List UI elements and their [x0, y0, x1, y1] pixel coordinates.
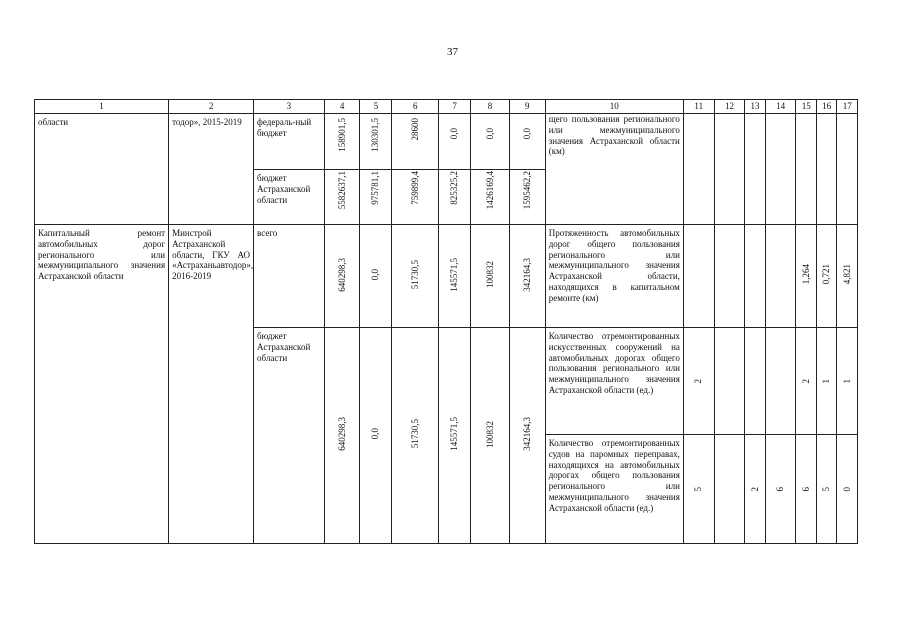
- vertical-value: 0: [841, 487, 852, 492]
- vertical-value: 5: [821, 487, 832, 492]
- vertical-value: 759899,4: [409, 171, 420, 205]
- header-cell: 2: [169, 100, 254, 114]
- vertical-value: 0,0: [370, 428, 381, 440]
- target-cell: [683, 328, 714, 435]
- empty-cell: [837, 114, 858, 225]
- target-cell: [816, 435, 836, 544]
- value-cell: [471, 225, 510, 328]
- header-cell: 9: [509, 100, 545, 114]
- vertical-value: 2: [693, 379, 704, 384]
- value-cell: [324, 114, 360, 170]
- target-cell: [765, 435, 796, 544]
- vertical-value: 100832: [484, 261, 495, 289]
- target-cell: [816, 225, 836, 328]
- header-row: [35, 100, 858, 114]
- vertical-value: 130301,5: [370, 118, 381, 152]
- value-cell: [360, 114, 392, 170]
- row1-col2: тодор», 2015-2019: [169, 114, 254, 225]
- header-cell: 6: [392, 100, 439, 114]
- empty-cell: [745, 328, 765, 435]
- vertical-value: 0,0: [484, 128, 495, 140]
- value-cell: [392, 328, 439, 544]
- empty-cell: [765, 225, 796, 328]
- header-cell: 16: [816, 100, 836, 114]
- empty-cell: [796, 114, 816, 225]
- target-cell: [816, 328, 836, 435]
- value-cell: [509, 170, 545, 225]
- empty-cell: [745, 114, 765, 225]
- header-cell: 11: [683, 100, 714, 114]
- vertical-value: 825325,2: [449, 171, 460, 205]
- empty-cell: [765, 328, 796, 435]
- empty-cell: [816, 114, 836, 225]
- header-cell: 8: [471, 100, 510, 114]
- row1-indicator: щего пользования регионального или межмуниципального значения Астраханской области (км): [545, 114, 683, 225]
- vertical-value: 2: [749, 487, 760, 492]
- vertical-value: 0,0: [449, 128, 460, 140]
- vertical-value: 100832: [484, 420, 495, 448]
- fed-source: федераль-ный бюджет: [254, 114, 325, 170]
- target-cell: [796, 328, 816, 435]
- value-cell: [509, 225, 545, 328]
- vertical-value: 342164,3: [521, 417, 532, 451]
- program-table: [34, 99, 858, 544]
- vertical-value: 1595462,2: [521, 171, 532, 210]
- empty-cell: [714, 225, 745, 328]
- target-cell: [796, 435, 816, 544]
- empty-cell: [765, 114, 796, 225]
- row2-col1: Капитальный ремонт автомобильных дорог регионального или межмуниципального значения Астраханской области: [35, 225, 169, 544]
- empty-cell: [714, 328, 745, 435]
- vertical-value: 51730,5: [409, 259, 420, 290]
- reg-source: бюджет Астраханской области: [254, 170, 325, 225]
- value-cell: [360, 225, 392, 328]
- value-cell: [439, 170, 471, 225]
- empty-cell: [714, 114, 745, 225]
- empty-cell: [683, 114, 714, 225]
- value-cell: [392, 170, 439, 225]
- vertical-value: 145571,5: [449, 417, 460, 451]
- vertical-value: 1: [841, 379, 852, 384]
- empty-cell: [683, 225, 714, 328]
- vertical-value: 2: [800, 379, 811, 384]
- value-cell: [360, 170, 392, 225]
- target-cell: [683, 435, 714, 544]
- header-cell: 12: [714, 100, 745, 114]
- row2-col2: Минстрой Астраханской области, ГКУ АО «Астраханьавтодор», 2016-2019: [169, 225, 254, 544]
- row2-total: [35, 225, 858, 328]
- vertical-value: 5582637,1: [336, 171, 347, 210]
- value-cell: [471, 114, 510, 170]
- value-cell: [509, 328, 545, 544]
- vertical-value: 1426169,4: [484, 171, 495, 210]
- vertical-value: 6: [800, 487, 811, 492]
- header-cell: 3: [254, 100, 325, 114]
- vertical-value: 0,0: [521, 128, 532, 140]
- empty-cell: [714, 435, 745, 544]
- value-cell: [439, 225, 471, 328]
- value-cell: [360, 328, 392, 544]
- indicator-length: Протяженность автомобильных дорог общего пользования регионального или межмуниципального значения Астраханской области, находящихся в капитальном ремонте (км): [545, 225, 683, 328]
- empty-cell: [745, 225, 765, 328]
- indicator-ferries: Количество отремонтированных судов на паромных переправах, находящихся на автомобильных дорогах общего пользования регионального или межмуниципального значения Астраханской области (ед.): [545, 435, 683, 544]
- value-cell: [324, 170, 360, 225]
- total-source: всего: [254, 225, 325, 328]
- vertical-value: 1,264: [800, 264, 811, 285]
- value-cell: [471, 328, 510, 544]
- vertical-value: 6: [775, 487, 786, 492]
- vertical-value: 975781,1: [370, 171, 381, 205]
- vertical-value: 145571,5: [449, 257, 460, 292]
- header-cell: 1: [35, 100, 169, 114]
- vertical-value: 28600: [409, 118, 420, 141]
- header-cell: 14: [765, 100, 796, 114]
- vertical-value: 5: [693, 487, 704, 492]
- header-cell: 17: [837, 100, 858, 114]
- vertical-value: 51730,5: [409, 419, 420, 449]
- target-cell: [796, 225, 816, 328]
- value-cell: [324, 328, 360, 544]
- reg-source: бюджет Астраханской области: [254, 328, 325, 544]
- header-cell: 13: [745, 100, 765, 114]
- value-cell: [324, 225, 360, 328]
- value-cell: [392, 225, 439, 328]
- value-cell: [392, 114, 439, 170]
- header-cell: 15: [796, 100, 816, 114]
- target-cell: [837, 328, 858, 435]
- vertical-value: 640298,3: [336, 257, 347, 292]
- value-cell: [439, 328, 471, 544]
- header-cell: 10: [545, 100, 683, 114]
- vertical-value: 4,821: [841, 264, 852, 285]
- value-cell: [439, 114, 471, 170]
- row1-col1: области: [35, 114, 169, 225]
- vertical-value: 158901,5: [336, 118, 347, 152]
- vertical-value: 1: [821, 379, 832, 384]
- header-cell: 5: [360, 100, 392, 114]
- indicator-structures: Количество отремонтированных искусственных сооружений на автомобильных дорогах общего пользования регионального или межмуниципального значения Астраханской области (ед.): [545, 328, 683, 435]
- page-number: 37: [447, 46, 458, 58]
- vertical-value: 0,721: [821, 264, 832, 285]
- vertical-value: 640298,3: [336, 417, 347, 451]
- vertical-value: 342164,3: [521, 257, 532, 292]
- header-cell: 7: [439, 100, 471, 114]
- header-cell: 4: [324, 100, 360, 114]
- value-cell: [509, 114, 545, 170]
- target-cell: [837, 225, 858, 328]
- target-cell: [837, 435, 858, 544]
- target-cell: [745, 435, 765, 544]
- vertical-value: 0,0: [370, 268, 381, 281]
- value-cell: [471, 170, 510, 225]
- row1-federal: [35, 114, 858, 170]
